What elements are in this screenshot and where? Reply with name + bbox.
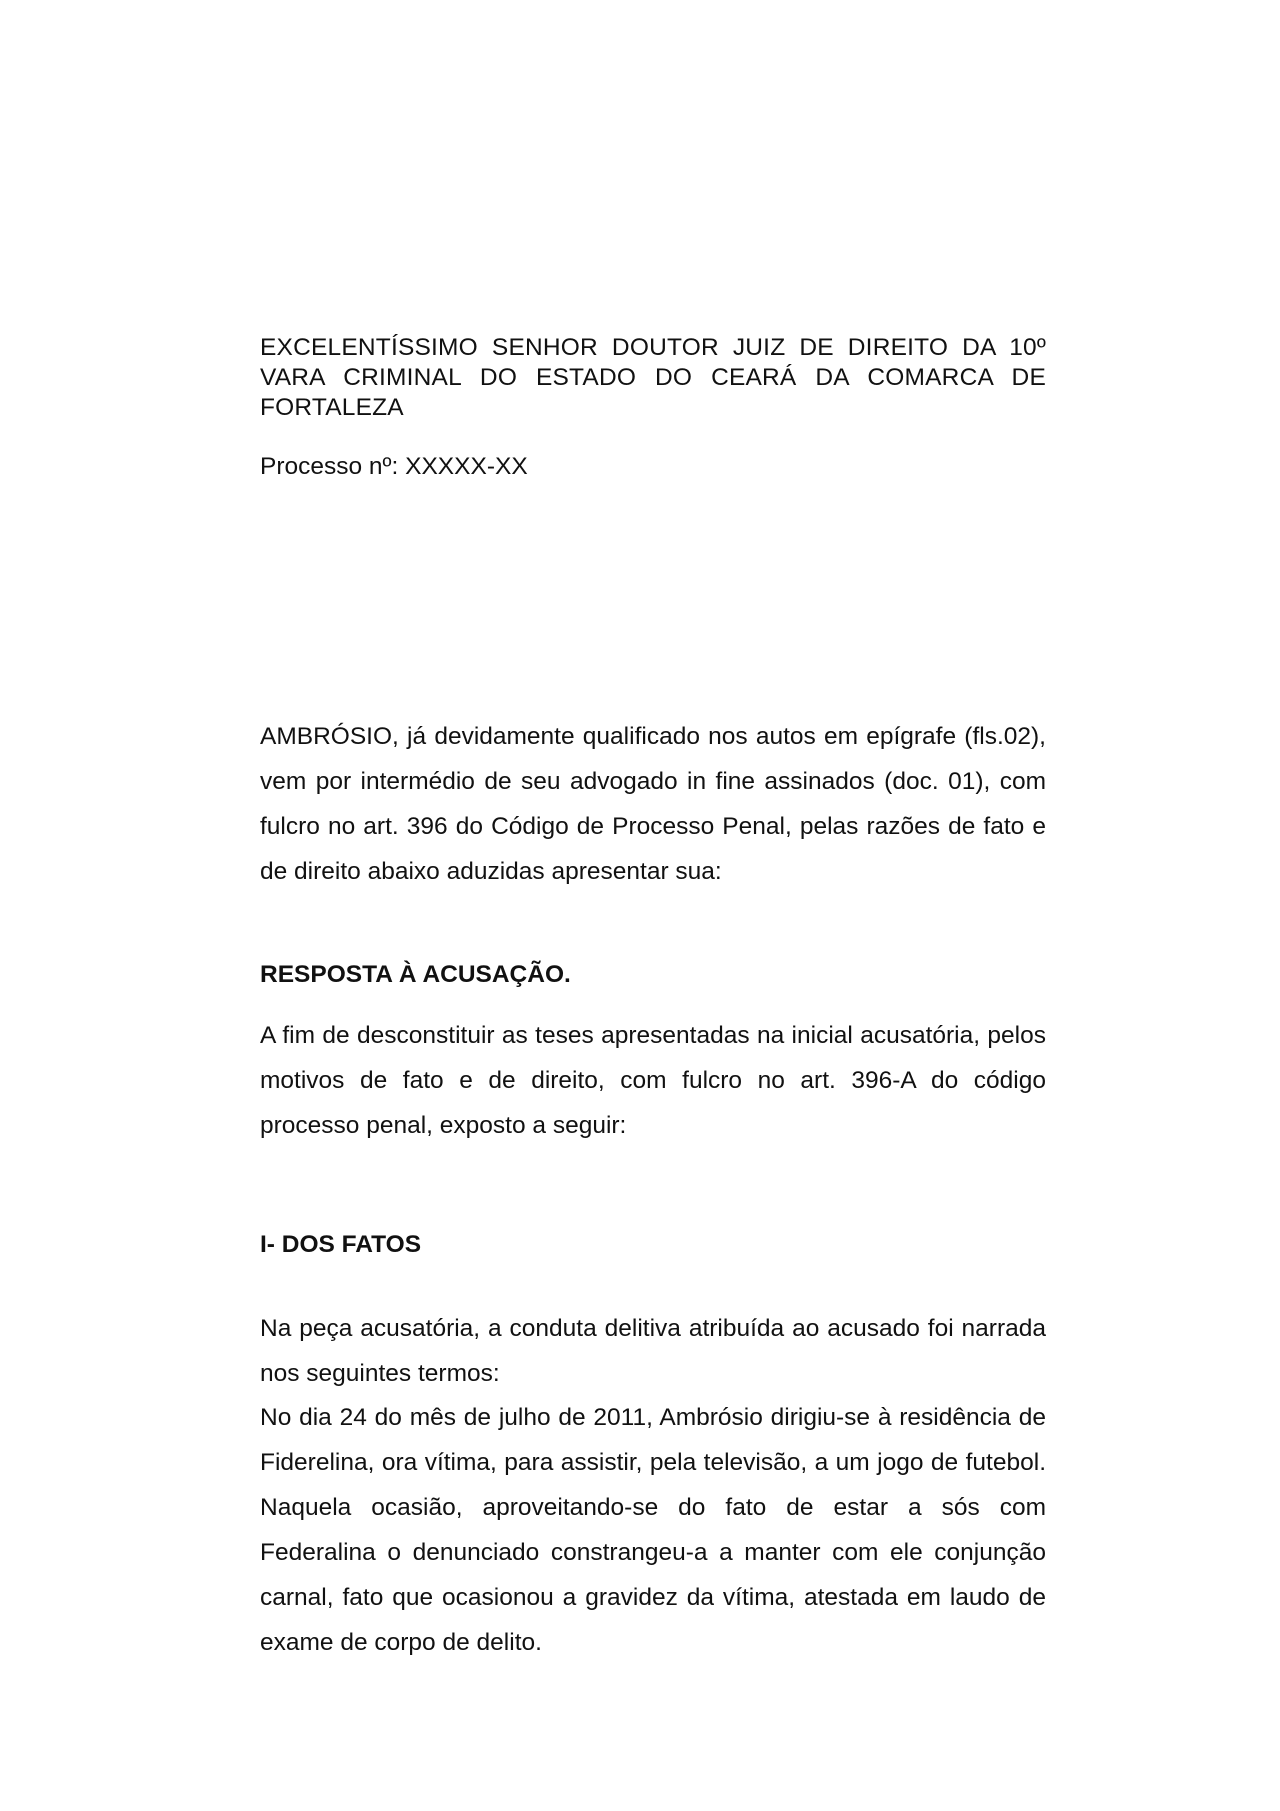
purpose-paragraph: A fim de desconstituir as teses apresentadas na inicial acusatória, pelos motivos de fato e de direito, com fulcro no art. 396-A do código processo penal, exposto a seguir: [260,1022,1046,1139]
facts-intro-paragraph: Na peça acusatória, a conduta delitiva atribuída ao acusado foi narrada nos seguintes termos: [260,1315,1046,1387]
document-title: RESPOSTA À ACUSAÇÃO. [260,961,571,988]
addressee-heading: EXCELENTÍSSIMO SENHOR DOUTOR JUIZ DE DIREITO DA 10º VARA CRIMINAL DO ESTADO DO CEARÁ DA COMARCA DE FORTALEZA [260,334,1046,421]
intro-paragraph: AMBRÓSIO, já devidamente qualificado nos autos em epígrafe (fls.02), vem por intermédio de seu advogado in fine assinados (doc. 01), com fulcro no art. 396 do Código de Processo Penal, pelas razões de fato e de direito abaixo aduzidas apresentar sua: [260,723,1046,885]
process-number: Processo nº: XXXXX-XX [260,453,528,480]
facts-paragraph: No dia 24 do mês de julho de 2011, Ambrósio dirigiu-se à residência de Fiderelina, ora vítima, para assistir, pela televisão, a um jogo de futebol. Naquela ocasião, aproveitando-se do fato de estar a sós com Federalina o denunciado constrangeu-a a manter com ele conjunção carnal, fato que ocasionou a gravidez da vítima, atestada em laudo de exame de corpo de delito. [260,1404,1046,1656]
section-title-facts: I- DOS FATOS [260,1231,422,1258]
